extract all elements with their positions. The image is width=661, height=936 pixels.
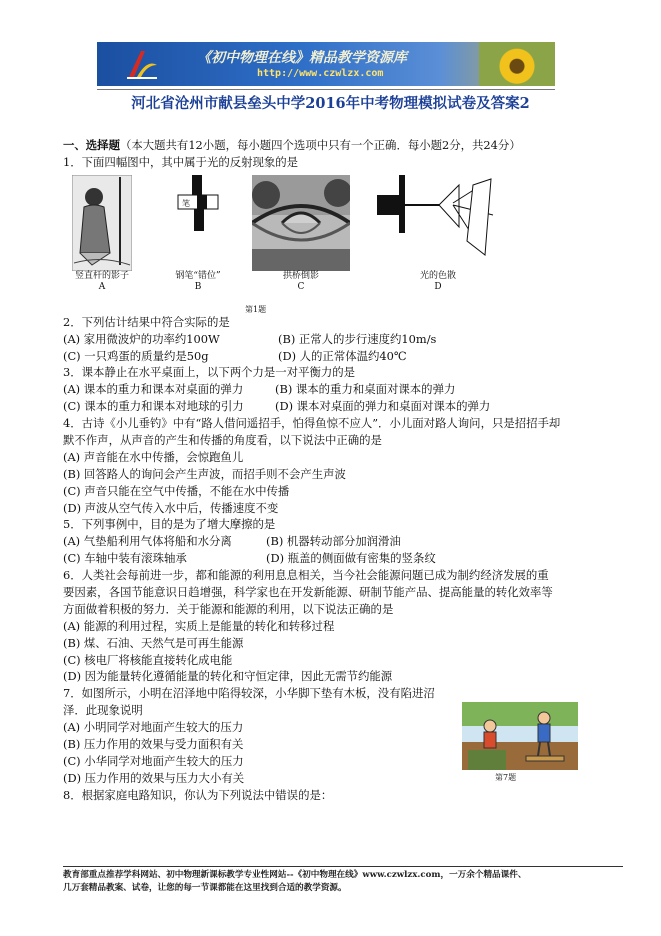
q5-number: 5． (63, 517, 82, 532)
page-footer (63, 866, 623, 895)
q2-option-c[interactable]: (C) 一只鸡蛋的质量约是50g (63, 348, 209, 363)
q8-text: 根据家庭电路知识，你认为下列说法中错误的是： (81, 787, 333, 802)
q7-option-d[interactable]: (D) 压力作用的效果与压力大小有关 (63, 770, 245, 785)
figure-c-caption: 拱桥倒影 (282, 270, 319, 281)
q3-option-a[interactable]: (A) 课本的重力和课本对桌面的弹力 (63, 382, 244, 397)
figure-a-letter: A (98, 281, 106, 292)
q2-options-row2 (63, 348, 623, 365)
figure-a (63, 175, 141, 293)
footer-divider (63, 866, 623, 867)
section-label: 一、选择题 (63, 138, 120, 152)
q4-number: 4． (63, 416, 82, 431)
q3-text: 课本静止在水平桌面上，以下两个力是一对平衡力的是 (81, 365, 356, 380)
q3-option-d[interactable]: (D) 课本对桌面的弹力和桌面对课本的弹力 (275, 399, 491, 414)
q2-text: 下列估计结果中符合实际的是 (81, 314, 230, 329)
q2-option-a[interactable]: (A) 家用微波炉的功率约100W (63, 331, 220, 346)
q7-number: 7． (63, 686, 82, 701)
figure-d (373, 175, 503, 293)
question-6 (63, 567, 623, 584)
bridge-reflection-image (252, 175, 350, 271)
q4-option-d[interactable]: (D) 声波从空气传入水中后，传播速度不变 (63, 500, 279, 515)
question-5 (63, 516, 623, 533)
q5-option-a[interactable]: (A) 气垫船利用气体将船和水分离 (63, 534, 232, 549)
figure-c (251, 175, 351, 293)
header-banner (97, 42, 555, 86)
question-4 (63, 415, 623, 432)
figure-b-letter: B (194, 281, 202, 292)
q7-text-line1: 如图所示，小明在沼泽地中陷得较深，小华脚下垫有木板，没有陷进沼 (81, 686, 435, 701)
q1-figure-note: 第1题 (245, 304, 267, 314)
q6-number: 6． (63, 568, 82, 583)
q6-option-c[interactable]: (C) 核电厂将核能直接转化成电能 (63, 652, 233, 667)
q2-options-row1 (63, 331, 623, 348)
q2-option-d[interactable]: (D) 人的正常体温约40℃ (278, 348, 407, 363)
header-divider (97, 89, 555, 90)
pole-shadow-image (72, 175, 132, 271)
section-note: （本大题共有12小题，每小题四个选项中只有一个正确．每小题2分，共24分） (119, 138, 521, 152)
q4-text-line2: 默不作声，从声音的产生和传播的角度看，以下说法中正确的是 (63, 433, 382, 448)
site-logo-icon (125, 47, 159, 81)
q6-option-a[interactable]: (A) 能源的利用过程，实质上是能量的转化和转移过程 (63, 618, 335, 633)
footer-line1: 教育部重点推荐学科网站、初中物理新课标教学专业性网站--《初中物理在线》www.czwlzx.com，一万余个精品课件、 (63, 870, 527, 880)
q1-text: 下面四幅图中，其中属于光的反射现象的是 (81, 154, 299, 169)
q5-options-row2 (63, 550, 623, 567)
figure-c-letter: C (297, 281, 305, 292)
svg-text:笔: 笔 (182, 198, 190, 208)
banner-title: 《初中物理在线》精品教学资源库 (197, 50, 407, 66)
q4-option-b[interactable]: (B) 回答路人的询问会产生声波，而招手则不会产生声波 (63, 466, 346, 481)
q2-number: 2． (63, 314, 82, 329)
prism-dispersion-image (373, 175, 503, 271)
q6-option-d[interactable]: (D) 因为能量转化遵循能量的转化和守恒定律，因此无需节约能源 (63, 669, 393, 684)
q5-options-row1 (63, 533, 623, 550)
question-7 (63, 685, 623, 702)
q5-option-c[interactable]: (C) 车轴中装有滚珠轴承 (63, 551, 187, 566)
q6-text-line2: 要因素，各国节能意识日趋增强，科学家也在开发新能源、研制节能产品、提高能量的转化效率等 (63, 585, 553, 600)
figure-b (158, 175, 238, 293)
swamp-cartoon-image (462, 702, 578, 770)
q3-option-c[interactable]: (C) 课本的重力和课本对地球的引力 (63, 399, 244, 414)
q7-text-line2: 泽．此现象说明 (63, 703, 143, 718)
figure-d-letter: D (434, 281, 442, 292)
q3-number: 3． (63, 365, 82, 380)
q4-option-c[interactable]: (C) 声音只能在空气中传播，不能在水中传播 (63, 483, 290, 498)
q7-option-b[interactable]: (B) 压力作用的效果与受力面积有关 (63, 737, 244, 752)
q2-option-b[interactable]: (B) 正常人的步行速度约10m/s (278, 331, 437, 346)
footer-line2: 几万套精品教案、试卷，让您的每一节课都能在这里找到合适的教学资源。 (63, 883, 347, 893)
q7-option-c[interactable]: (C) 小华同学对地面产生较大的压力 (63, 753, 244, 768)
q4-option-a[interactable]: (A) 声音能在水中传播，会惊跑鱼儿 (63, 449, 244, 464)
q1-figures (63, 171, 623, 314)
figure-b-caption: 钢笔“错位” (175, 270, 221, 281)
q5-option-b[interactable]: (B) 机器转动部分加润滑油 (266, 534, 401, 549)
q6-text-line3: 方面做着积极的努力．关于能源和能源的利用，以下说法正确的是 (63, 601, 394, 616)
sunflower-image (479, 42, 555, 86)
q6-text-line1: 人类社会每前进一步，都和能源的利用息息相关，当今社会能源问题已成为制约经济发展的重 (81, 568, 549, 583)
q8-number: 8． (63, 787, 82, 802)
question-8 (63, 787, 623, 804)
q5-option-d[interactable]: (D) 瓶盖的侧面做有密集的竖条纹 (266, 551, 436, 566)
q5-text: 下列事例中，目的是为了增大摩擦的是 (81, 517, 276, 532)
figure-a-caption: 竖直杆的影子 (74, 270, 129, 281)
q3-options-row1 (63, 381, 623, 398)
section-heading (63, 137, 623, 154)
pen-glass-image (166, 175, 230, 271)
q4-text-line1: 古诗《小儿垂钓》中有“路人借问遥招手，怕得鱼惊不应人”．小儿面对路人询问，只是招招手却 (81, 416, 561, 431)
question-2 (63, 314, 623, 331)
q7-option-a[interactable]: (A) 小明同学对地面产生较大的压力 (63, 720, 244, 735)
q3-options-row2 (63, 398, 623, 415)
q3-option-b[interactable]: (B) 课本的重力和桌面对课本的弹力 (275, 382, 456, 397)
question-3 (63, 364, 623, 381)
figure-d-caption: 光的色散 (419, 270, 456, 281)
question-1 (63, 154, 623, 171)
q7-figure-note: 第7题 (495, 773, 517, 782)
banner-url[interactable]: http://www.czwlzx.com (257, 68, 384, 79)
document-title: 河北省沧州市献县垒头中学2016年中考物理模拟试卷及答案2 (131, 95, 530, 112)
q6-option-b[interactable]: (B) 煤、石油、天然气是可再生能源 (63, 635, 244, 650)
q1-number: 1． (63, 154, 82, 169)
